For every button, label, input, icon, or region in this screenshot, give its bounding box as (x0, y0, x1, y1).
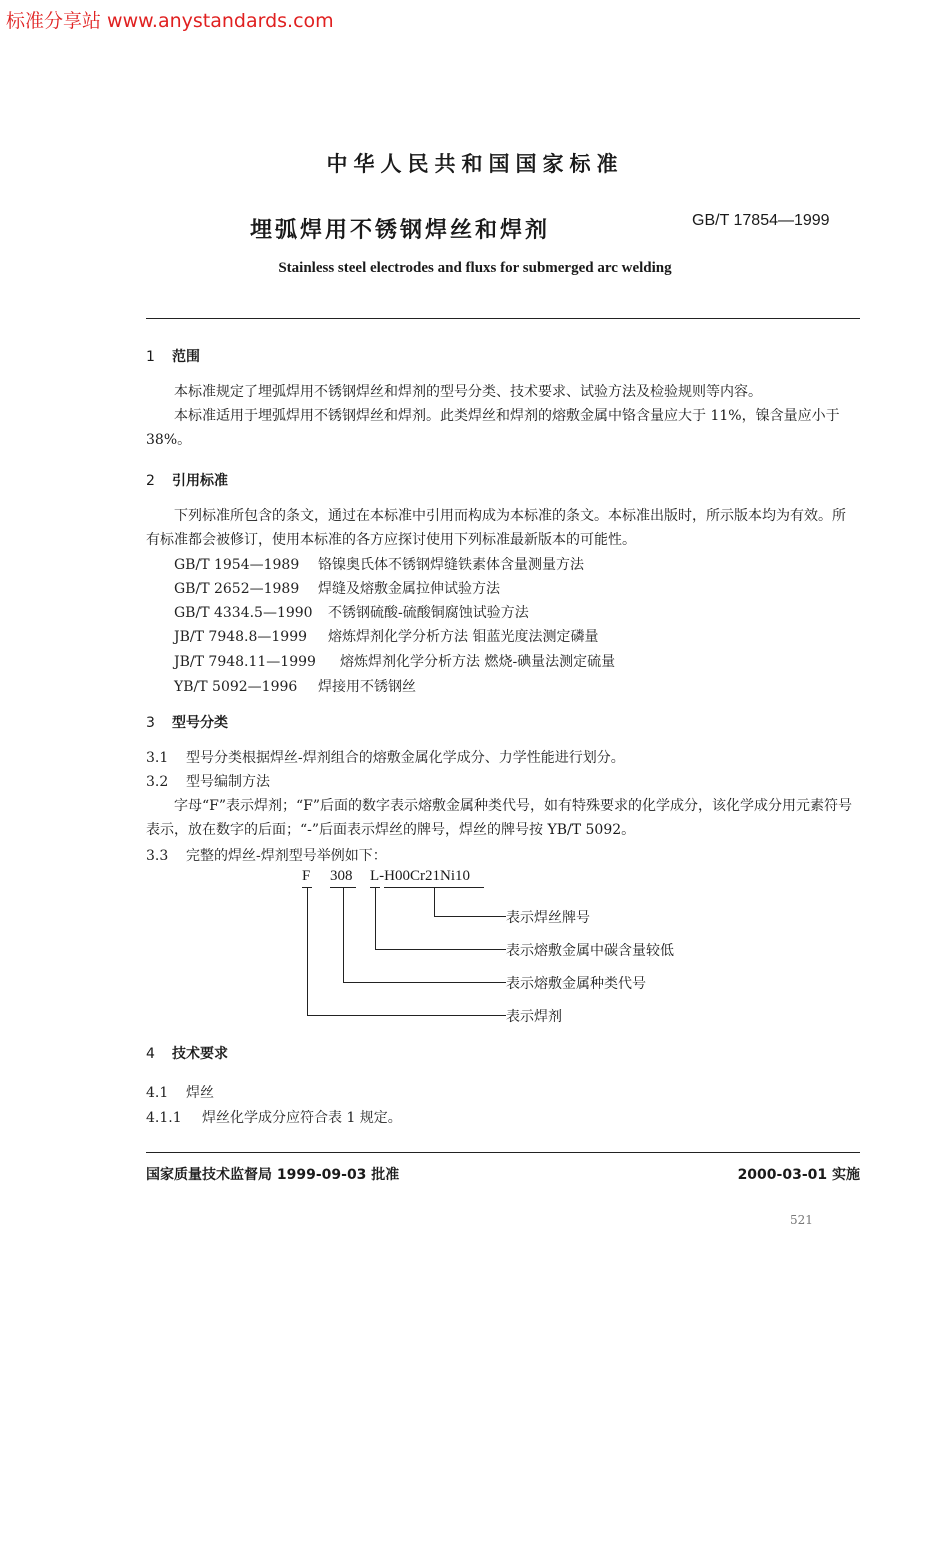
effective-date: 2000-03-01 实施 (737, 1167, 860, 1183)
clause-4-1-1 (146, 1107, 402, 1127)
reference-title: 熔炼焊剂化学分析方法 燃烧-碘量法测定硫量 (340, 654, 616, 670)
reference-code: JB/T 7948.11—1999 (174, 654, 316, 670)
reference-title: 熔炼焊剂化学分析方法 钼蓝光度法测定磷量 (328, 629, 599, 645)
clause-text: 型号编制方法 (186, 774, 270, 790)
clause-text: 焊丝化学成分应符合表 1 规定。 (202, 1110, 402, 1126)
section-1-paragraph-2: 本标准适用于埋弧焊用不锈钢焊丝和焊剂。此类焊丝和焊剂的熔敷金属中铬含量应大于 11%，镍含量应小于 38%。 (146, 408, 840, 448)
clause-3-1 (146, 747, 625, 767)
label-wire-grade: 表示焊丝牌号 (506, 910, 590, 926)
designation-flux-letter: F (302, 868, 311, 884)
section-1-paragraph-1: 本标准规定了埋弧焊用不锈钢焊丝和焊剂的型号分类、技术要求、试验方法及检验规则等内容。 (174, 384, 762, 400)
section-2-paragraph: 下列标准所包含的条文，通过在本标准中引用而构成为本标准的条文。本标准出版时，所示版本均为有效。所有标准都会被修订，使用本标准的各方应探讨使用下列标准最新版本的可能性。 (146, 508, 846, 548)
leader-carbon-vertical (375, 888, 376, 949)
standard-number: GB/T 17854—1999 (692, 212, 830, 229)
leader-metal-horizontal (343, 982, 506, 983)
footer-rule (146, 1152, 860, 1153)
clause-3-3 (146, 845, 387, 865)
leader-flux-vertical (307, 888, 308, 1015)
section-3-heading (146, 712, 228, 732)
section-number: 3 (146, 715, 155, 731)
reference-item (174, 554, 584, 574)
clause-4-1 (146, 1082, 214, 1102)
designation-wire-grade: L-H00Cr21Ni10 (370, 868, 470, 884)
reference-code: GB/T 2652—1989 (174, 581, 300, 597)
reference-item (174, 651, 615, 671)
national-standard-heading: 中华人民共和国国家标准 (326, 152, 624, 176)
reference-code: JB/T 7948.8—1999 (174, 629, 308, 645)
reference-title: 铬镍奥氏体不锈钢焊缝铁素体含量测量方法 (318, 557, 584, 573)
reference-item (174, 602, 529, 622)
reference-item (174, 676, 416, 696)
clause-number: 3.2 (146, 774, 169, 790)
section-1-heading (146, 346, 200, 366)
label-metal-code: 表示熔敷金属种类代号 (506, 976, 646, 992)
reference-code: GB/T 4334.5—1990 (174, 605, 313, 621)
reference-title: 焊缝及熔敷金属拉伸试验方法 (318, 581, 500, 597)
clause-number: 4.1.1 (146, 1110, 182, 1126)
clause-3-2-paragraph: 字母“F”表示焊剂；“F”后面的数字表示熔敷金属种类代号，如有特殊要求的化学成分，该化学成分用元素符号表示，放在数字的后面；“-”后面表示焊丝的牌号，焊丝的牌号按 YB/T 5092。 (146, 798, 853, 838)
leader-carbon-horizontal (375, 949, 506, 950)
leader-wire-vertical (434, 888, 435, 916)
clause-3-2 (146, 771, 270, 791)
clause-number: 4.1 (146, 1085, 169, 1101)
section-title: 范围 (172, 349, 200, 365)
page-title: 埋弧焊用不锈钢焊丝和焊剂 (250, 218, 551, 243)
section-number: 1 (146, 349, 155, 365)
approval-date: 国家质量技术监督局 1999-09-03 批准 (146, 1167, 400, 1183)
reference-code: GB/T 1954—1989 (174, 557, 300, 573)
label-carbon-low: 表示熔敷金属中碳含量较低 (506, 943, 674, 959)
english-title: Stainless steel electrodes and fluxs for submerged arc welding (278, 260, 672, 276)
section-number: 4 (146, 1046, 155, 1062)
clause-text: 型号分类根据焊丝-焊剂组合的熔敷金属化学成分、力学性能进行划分。 (186, 750, 625, 766)
label-flux: 表示焊剂 (506, 1009, 562, 1025)
section-title: 型号分类 (172, 715, 228, 731)
section-4-heading (146, 1043, 228, 1063)
reference-item (174, 626, 598, 646)
section-title: 引用标准 (172, 473, 228, 489)
clause-text: 完整的焊丝-焊剂型号举例如下： (186, 848, 387, 864)
reference-code: YB/T 5092—1996 (174, 679, 298, 695)
reference-item (174, 578, 500, 598)
section-2-heading (146, 470, 228, 490)
reference-title: 不锈钢硫酸-硫酸铜腐蚀试验方法 (328, 605, 529, 621)
section-number: 2 (146, 473, 155, 489)
designation-metal-code: 308 (330, 868, 353, 884)
clause-text: 焊丝 (186, 1085, 214, 1101)
clause-number: 3.3 (146, 848, 169, 864)
leader-flux-horizontal (307, 1015, 506, 1016)
header-rule (146, 318, 860, 319)
watermark: 标准分享站 www.anystandards.com (6, 10, 334, 32)
clause-number: 3.1 (146, 750, 169, 766)
page-number: 521 (790, 1213, 813, 1227)
section-title: 技术要求 (172, 1046, 228, 1062)
leader-metal-vertical (343, 888, 344, 982)
reference-title: 焊接用不锈钢丝 (318, 679, 416, 695)
leader-wire-horizontal (434, 916, 506, 917)
